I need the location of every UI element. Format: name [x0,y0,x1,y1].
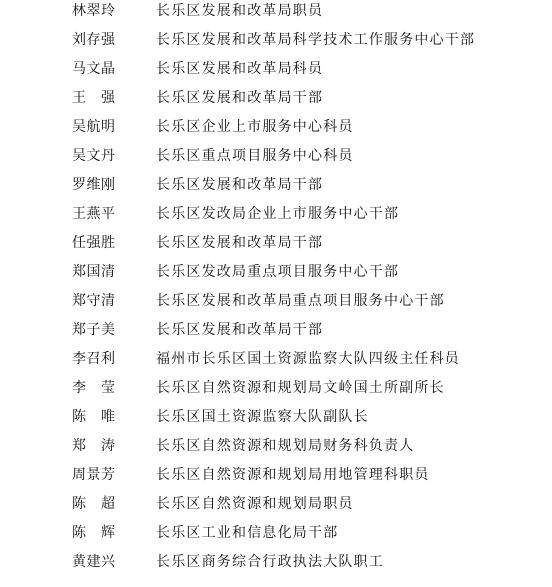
person-name: 刘存强 [72,32,116,48]
list-item [0,461,552,490]
person-name: 郑国清 [72,264,116,280]
person-title: 长乐区发展和改革局干部 [156,235,324,251]
list-item [0,229,552,258]
list-item [0,374,552,403]
list-item [0,432,552,461]
person-name: 马文晶 [72,61,116,77]
person-name: 王 强 [72,90,116,106]
person-title: 福州市长乐区国土资源监察大队四级主任科员 [156,351,460,367]
list-item [0,316,552,345]
person-title: 长乐区自然资源和规划局用地管理科职员 [156,467,430,483]
person-title: 长乐区工业和信息化局干部 [156,525,339,541]
person-name: 陈 超 [72,496,116,512]
person-title: 长乐区国土资源监察大队副队长 [156,409,369,425]
person-title: 长乐区发展和改革局干部 [156,177,324,193]
person-name: 吴文丹 [72,148,116,164]
person-title: 长乐区发展和改革局干部 [156,90,324,106]
list-item [0,345,552,374]
person-title: 长乐区企业上市服务中心科员 [156,119,354,135]
person-title: 长乐区重点项目服务中心科员 [156,148,354,164]
list-item [0,258,552,287]
person-name: 林翠玲 [72,3,116,19]
person-name: 陈 唯 [72,409,116,425]
list-item [0,403,552,432]
person-title: 长乐区发展和改革局科学技术工作服务中心干部 [156,32,476,48]
person-name: 黄建兴 [72,554,116,570]
person-title: 长乐区发改局重点项目服务中心干部 [156,264,400,280]
list-item [0,519,552,548]
person-name: 周景芳 [72,467,116,483]
person-name: 王燕平 [72,206,116,222]
list-item [0,142,552,171]
person-name: 郑守清 [72,293,116,309]
list-item [0,200,552,229]
list-item [0,171,552,200]
person-title: 长乐区发展和改革局干部 [156,322,324,338]
person-title: 长乐区发展和改革局职员 [156,3,324,19]
person-title: 长乐区发改局企业上市服务中心干部 [156,206,400,222]
list-item [0,548,552,577]
person-name: 郑子美 [72,322,116,338]
person-name: 吴航明 [72,119,116,135]
person-name: 李召利 [72,351,116,367]
person-title: 长乐区发展和改革局重点项目服务中心干部 [156,293,445,309]
list-item [0,55,552,84]
list-item [0,0,552,26]
list-item [0,26,552,55]
person-name: 任强胜 [72,235,116,251]
person-title: 长乐区发展和改革局科员 [156,61,324,77]
list-item [0,287,552,316]
list-item [0,490,552,519]
person-name: 罗维刚 [72,177,116,193]
list-item [0,113,552,142]
person-title: 长乐区自然资源和规划局文岭国土所副所长 [156,380,445,396]
person-name: 陈 辉 [72,525,116,541]
list-item [0,84,552,113]
person-title: 长乐区自然资源和规划局职员 [156,496,354,512]
person-title: 长乐区自然资源和规划局财务科负责人 [156,438,415,454]
person-name: 郑 涛 [72,438,116,454]
person-title: 长乐区商务综合行政执法大队职工 [156,554,384,570]
person-name: 李 莹 [72,380,116,396]
